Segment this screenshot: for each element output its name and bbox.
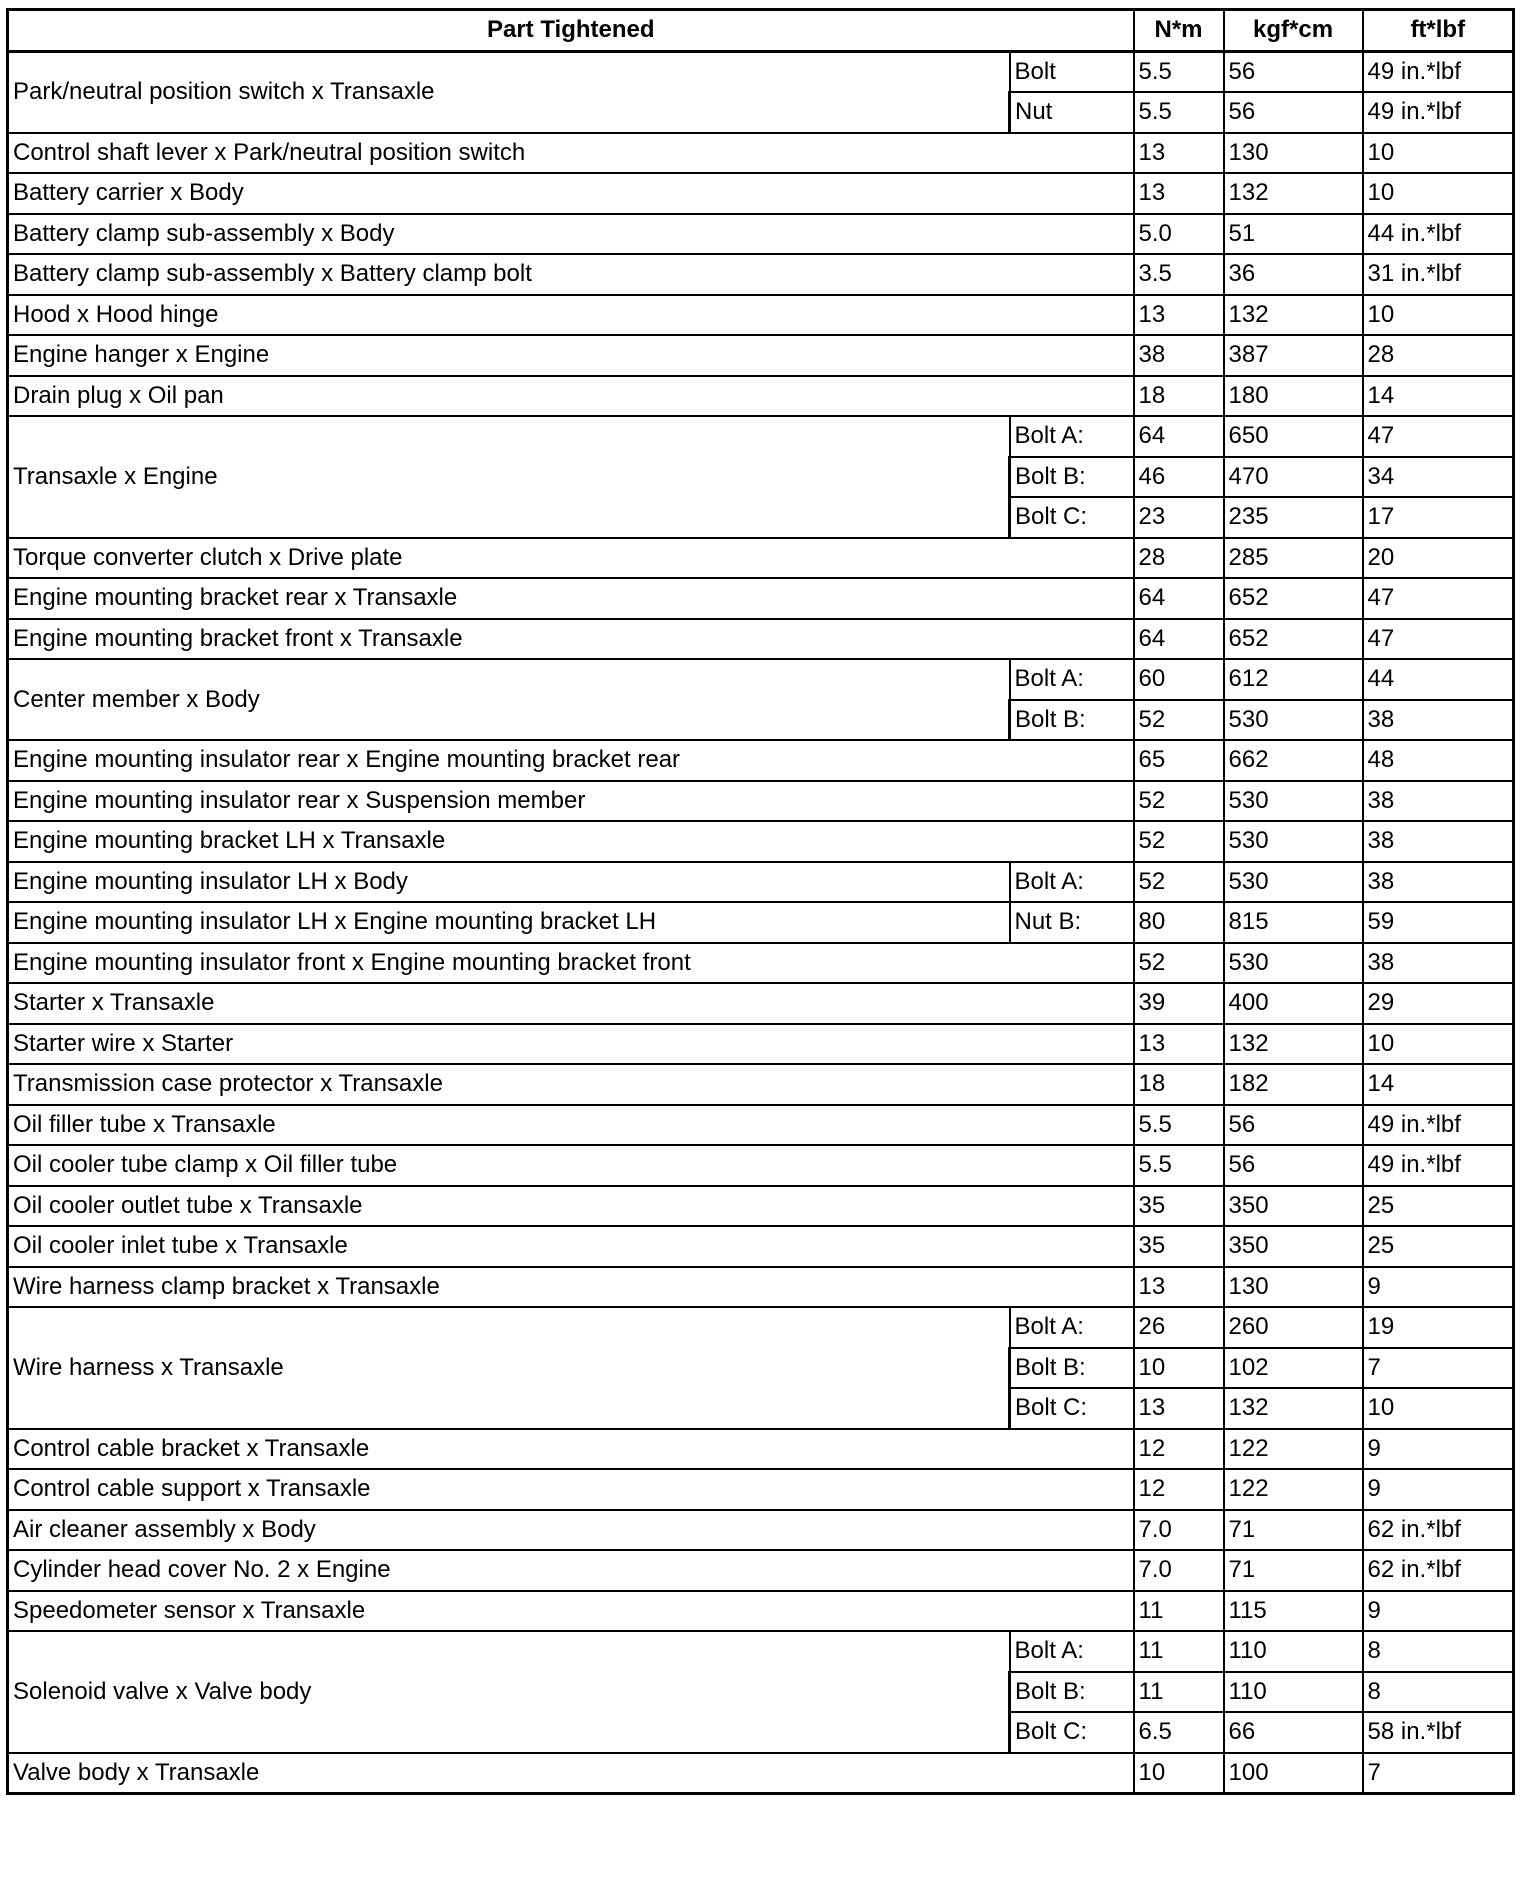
- kgf-cm-value-cell: 130: [1224, 1267, 1363, 1308]
- nm-value-cell: 64: [1134, 578, 1224, 619]
- kgf-cm-value-cell: 110: [1224, 1672, 1363, 1713]
- ft-lbf-value-cell: 38: [1363, 700, 1514, 741]
- table-row: [8, 51, 1514, 92]
- kgf-cm-value-cell: 815: [1224, 902, 1363, 943]
- nm-value-cell: 12: [1134, 1429, 1224, 1470]
- nm-value-cell: 13: [1134, 1388, 1224, 1429]
- fastener-label-cell: Bolt C:: [1010, 497, 1134, 538]
- kgf-cm-value-cell: 56: [1224, 1105, 1363, 1146]
- table-row: [8, 659, 1514, 700]
- kgf-cm-value-cell: 350: [1224, 1226, 1363, 1267]
- ft-lbf-value-cell: 47: [1363, 619, 1514, 660]
- kgf-cm-value-cell: 235: [1224, 497, 1363, 538]
- kgf-cm-value-cell: 71: [1224, 1510, 1363, 1551]
- part-name-cell: Control cable bracket x Transaxle: [8, 1429, 1134, 1470]
- ft-lbf-value-cell: 25: [1363, 1226, 1514, 1267]
- nm-value-cell: 52: [1134, 862, 1224, 903]
- table-row: [8, 254, 1514, 295]
- kgf-cm-value-cell: 56: [1224, 51, 1363, 92]
- part-name-cell: Park/neutral position switch x Transaxle: [8, 51, 1010, 133]
- kgf-cm-value-cell: 612: [1224, 659, 1363, 700]
- kgf-cm-value-cell: 56: [1224, 92, 1363, 133]
- nm-value-cell: 13: [1134, 173, 1224, 214]
- part-name-cell: Battery clamp sub-assembly x Body: [8, 214, 1134, 255]
- ft-lbf-value-cell: 49 in.*lbf: [1363, 92, 1514, 133]
- kgf-cm-value-cell: 182: [1224, 1064, 1363, 1105]
- kgf-cm-value-cell: 662: [1224, 740, 1363, 781]
- table-row: [8, 335, 1514, 376]
- table-row: [8, 1469, 1514, 1510]
- table-row: [8, 1753, 1514, 1794]
- nm-value-cell: 10: [1134, 1348, 1224, 1389]
- ft-lbf-value-cell: 38: [1363, 781, 1514, 822]
- kgf-cm-value-cell: 132: [1224, 1024, 1363, 1065]
- nm-value-cell: 13: [1134, 133, 1224, 174]
- fastener-label-cell: Nut: [1010, 92, 1134, 133]
- kgf-cm-value-cell: 115: [1224, 1591, 1363, 1632]
- fastener-label-cell: Bolt B:: [1010, 457, 1134, 498]
- nm-value-cell: 23: [1134, 497, 1224, 538]
- kgf-cm-value-cell: 387: [1224, 335, 1363, 376]
- table-row: [8, 214, 1514, 255]
- torque-spec-table: [6, 8, 1515, 1795]
- table-row: [8, 416, 1514, 457]
- part-name-cell: Starter wire x Starter: [8, 1024, 1134, 1065]
- kgf-cm-value-cell: 260: [1224, 1307, 1363, 1348]
- kgf-cm-value-cell: 285: [1224, 538, 1363, 579]
- ft-lbf-value-cell: 48: [1363, 740, 1514, 781]
- fastener-label-cell: Bolt B:: [1010, 1348, 1134, 1389]
- nm-value-cell: 11: [1134, 1631, 1224, 1672]
- ft-lbf-value-cell: 58 in.*lbf: [1363, 1712, 1514, 1753]
- part-name-cell: Oil cooler inlet tube x Transaxle: [8, 1226, 1134, 1267]
- part-name-cell: Battery clamp sub-assembly x Battery clamp bolt: [8, 254, 1134, 295]
- nm-value-cell: 5.5: [1134, 92, 1224, 133]
- ft-lbf-value-cell: 14: [1363, 1064, 1514, 1105]
- table-row: [8, 1307, 1514, 1348]
- kgf-cm-value-cell: 122: [1224, 1469, 1363, 1510]
- ft-lbf-value-cell: 7: [1363, 1348, 1514, 1389]
- nm-value-cell: 12: [1134, 1469, 1224, 1510]
- nm-value-cell: 13: [1134, 295, 1224, 336]
- header-row: [8, 10, 1514, 52]
- nm-value-cell: 46: [1134, 457, 1224, 498]
- ft-lbf-value-cell: 9: [1363, 1469, 1514, 1510]
- part-name-cell: Control cable support x Transaxle: [8, 1469, 1134, 1510]
- nm-value-cell: 10: [1134, 1753, 1224, 1794]
- part-name-cell: Oil cooler tube clamp x Oil filler tube: [8, 1145, 1134, 1186]
- ft-lbf-value-cell: 49 in.*lbf: [1363, 1145, 1514, 1186]
- nm-value-cell: 5.5: [1134, 51, 1224, 92]
- kgf-cm-value-cell: 530: [1224, 943, 1363, 984]
- ft-lbf-value-cell: 62 in.*lbf: [1363, 1550, 1514, 1591]
- nm-value-cell: 39: [1134, 983, 1224, 1024]
- ft-lbf-value-cell: 31 in.*lbf: [1363, 254, 1514, 295]
- part-name-cell: Engine mounting insulator rear x Engine mounting bracket rear: [8, 740, 1134, 781]
- part-name-cell: Battery carrier x Body: [8, 173, 1134, 214]
- ft-lbf-value-cell: 8: [1363, 1631, 1514, 1672]
- header-part-tightened: Part Tightened: [8, 10, 1134, 52]
- kgf-cm-value-cell: 132: [1224, 1388, 1363, 1429]
- table-row: [8, 578, 1514, 619]
- part-name-cell: Engine mounting insulator LH x Engine mounting bracket LH: [8, 902, 1010, 943]
- part-name-cell: Oil filler tube x Transaxle: [8, 1105, 1134, 1146]
- header-nm: N*m: [1134, 10, 1224, 52]
- ft-lbf-value-cell: 10: [1363, 295, 1514, 336]
- nm-value-cell: 11: [1134, 1672, 1224, 1713]
- nm-value-cell: 6.5: [1134, 1712, 1224, 1753]
- table-row: [8, 781, 1514, 822]
- ft-lbf-value-cell: 44: [1363, 659, 1514, 700]
- ft-lbf-value-cell: 34: [1363, 457, 1514, 498]
- kgf-cm-value-cell: 130: [1224, 133, 1363, 174]
- header-ft-lbf: ft*lbf: [1363, 10, 1514, 52]
- table-row: [8, 862, 1514, 903]
- fastener-label-cell: Bolt A:: [1010, 659, 1134, 700]
- nm-value-cell: 64: [1134, 416, 1224, 457]
- kgf-cm-value-cell: 470: [1224, 457, 1363, 498]
- part-name-cell: Drain plug x Oil pan: [8, 376, 1134, 417]
- kgf-cm-value-cell: 652: [1224, 578, 1363, 619]
- kgf-cm-value-cell: 650: [1224, 416, 1363, 457]
- kgf-cm-value-cell: 102: [1224, 1348, 1363, 1389]
- kgf-cm-value-cell: 66: [1224, 1712, 1363, 1753]
- part-name-cell: Oil cooler outlet tube x Transaxle: [8, 1186, 1134, 1227]
- table-row: [8, 133, 1514, 174]
- table-row: [8, 538, 1514, 579]
- table-row: [8, 1267, 1514, 1308]
- kgf-cm-value-cell: 110: [1224, 1631, 1363, 1672]
- kgf-cm-value-cell: 530: [1224, 821, 1363, 862]
- part-name-cell: Engine hanger x Engine: [8, 335, 1134, 376]
- kgf-cm-value-cell: 530: [1224, 781, 1363, 822]
- fastener-label-cell: Bolt B:: [1010, 700, 1134, 741]
- nm-value-cell: 13: [1134, 1267, 1224, 1308]
- table-row: [8, 1145, 1514, 1186]
- part-name-cell: Engine mounting bracket LH x Transaxle: [8, 821, 1134, 862]
- part-name-cell: Control shaft lever x Park/neutral position switch: [8, 133, 1134, 174]
- ft-lbf-value-cell: 25: [1363, 1186, 1514, 1227]
- fastener-label-cell: Bolt B:: [1010, 1672, 1134, 1713]
- ft-lbf-value-cell: 19: [1363, 1307, 1514, 1348]
- table-row: [8, 1105, 1514, 1146]
- nm-value-cell: 7.0: [1134, 1550, 1224, 1591]
- kgf-cm-value-cell: 132: [1224, 173, 1363, 214]
- ft-lbf-value-cell: 62 in.*lbf: [1363, 1510, 1514, 1551]
- table-row: [8, 1591, 1514, 1632]
- kgf-cm-value-cell: 350: [1224, 1186, 1363, 1227]
- table-row: [8, 295, 1514, 336]
- ft-lbf-value-cell: 10: [1363, 1388, 1514, 1429]
- part-name-cell: Engine mounting insulator LH x Body: [8, 862, 1010, 903]
- nm-value-cell: 60: [1134, 659, 1224, 700]
- part-name-cell: Engine mounting bracket front x Transaxle: [8, 619, 1134, 660]
- nm-value-cell: 52: [1134, 781, 1224, 822]
- fastener-label-cell: Nut B:: [1010, 902, 1134, 943]
- fastener-label-cell: Bolt A:: [1010, 416, 1134, 457]
- table-row: [8, 983, 1514, 1024]
- nm-value-cell: 5.5: [1134, 1145, 1224, 1186]
- fastener-label-cell: Bolt C:: [1010, 1712, 1134, 1753]
- ft-lbf-value-cell: 49 in.*lbf: [1363, 51, 1514, 92]
- fastener-label-cell: Bolt: [1010, 51, 1134, 92]
- ft-lbf-value-cell: 47: [1363, 578, 1514, 619]
- ft-lbf-value-cell: 10: [1363, 173, 1514, 214]
- table-row: [8, 376, 1514, 417]
- table-body: [8, 51, 1514, 1794]
- nm-value-cell: 38: [1134, 335, 1224, 376]
- ft-lbf-value-cell: 29: [1363, 983, 1514, 1024]
- fastener-label-cell: Bolt A:: [1010, 1307, 1134, 1348]
- table-row: [8, 902, 1514, 943]
- nm-value-cell: 18: [1134, 1064, 1224, 1105]
- header-kgf-cm: kgf*cm: [1224, 10, 1363, 52]
- ft-lbf-value-cell: 14: [1363, 376, 1514, 417]
- part-name-cell: Air cleaner assembly x Body: [8, 1510, 1134, 1551]
- ft-lbf-value-cell: 7: [1363, 1753, 1514, 1794]
- part-name-cell: Engine mounting bracket rear x Transaxle: [8, 578, 1134, 619]
- kgf-cm-value-cell: 652: [1224, 619, 1363, 660]
- kgf-cm-value-cell: 122: [1224, 1429, 1363, 1470]
- nm-value-cell: 5.0: [1134, 214, 1224, 255]
- nm-value-cell: 35: [1134, 1226, 1224, 1267]
- nm-value-cell: 80: [1134, 902, 1224, 943]
- ft-lbf-value-cell: 20: [1363, 538, 1514, 579]
- nm-value-cell: 13: [1134, 1024, 1224, 1065]
- ft-lbf-value-cell: 38: [1363, 821, 1514, 862]
- table-row: [8, 1550, 1514, 1591]
- nm-value-cell: 11: [1134, 1591, 1224, 1632]
- part-name-cell: Speedometer sensor x Transaxle: [8, 1591, 1134, 1632]
- nm-value-cell: 65: [1134, 740, 1224, 781]
- part-name-cell: Solenoid valve x Valve body: [8, 1631, 1010, 1753]
- nm-value-cell: 64: [1134, 619, 1224, 660]
- part-name-cell: Transaxle x Engine: [8, 416, 1010, 538]
- ft-lbf-value-cell: 10: [1363, 133, 1514, 174]
- part-name-cell: Transmission case protector x Transaxle: [8, 1064, 1134, 1105]
- ft-lbf-value-cell: 47: [1363, 416, 1514, 457]
- table-row: [8, 1429, 1514, 1470]
- ft-lbf-value-cell: 44 in.*lbf: [1363, 214, 1514, 255]
- fastener-label-cell: Bolt A:: [1010, 1631, 1134, 1672]
- table-row: [8, 740, 1514, 781]
- ft-lbf-value-cell: 38: [1363, 862, 1514, 903]
- table-row: [8, 1024, 1514, 1065]
- part-name-cell: Cylinder head cover No. 2 x Engine: [8, 1550, 1134, 1591]
- ft-lbf-value-cell: 28: [1363, 335, 1514, 376]
- ft-lbf-value-cell: 49 in.*lbf: [1363, 1105, 1514, 1146]
- kgf-cm-value-cell: 100: [1224, 1753, 1363, 1794]
- table-row: [8, 1064, 1514, 1105]
- table-row: [8, 943, 1514, 984]
- part-name-cell: Wire harness clamp bracket x Transaxle: [8, 1267, 1134, 1308]
- nm-value-cell: 7.0: [1134, 1510, 1224, 1551]
- table-row: [8, 173, 1514, 214]
- torque-spec-document: [6, 8, 1515, 1795]
- table-row: [8, 1631, 1514, 1672]
- nm-value-cell: 35: [1134, 1186, 1224, 1227]
- nm-value-cell: 52: [1134, 700, 1224, 741]
- kgf-cm-value-cell: 132: [1224, 295, 1363, 336]
- ft-lbf-value-cell: 17: [1363, 497, 1514, 538]
- part-name-cell: Valve body x Transaxle: [8, 1753, 1134, 1794]
- kgf-cm-value-cell: 180: [1224, 376, 1363, 417]
- nm-value-cell: 52: [1134, 943, 1224, 984]
- ft-lbf-value-cell: 59: [1363, 902, 1514, 943]
- part-name-cell: Engine mounting insulator front x Engine mounting bracket front: [8, 943, 1134, 984]
- ft-lbf-value-cell: 9: [1363, 1591, 1514, 1632]
- part-name-cell: Wire harness x Transaxle: [8, 1307, 1010, 1429]
- part-name-cell: Engine mounting insulator rear x Suspension member: [8, 781, 1134, 822]
- kgf-cm-value-cell: 51: [1224, 214, 1363, 255]
- part-name-cell: Hood x Hood hinge: [8, 295, 1134, 336]
- table-row: [8, 619, 1514, 660]
- kgf-cm-value-cell: 400: [1224, 983, 1363, 1024]
- table-row: [8, 1186, 1514, 1227]
- ft-lbf-value-cell: 38: [1363, 943, 1514, 984]
- ft-lbf-value-cell: 9: [1363, 1429, 1514, 1470]
- part-name-cell: Center member x Body: [8, 659, 1010, 740]
- table-row: [8, 821, 1514, 862]
- fastener-label-cell: Bolt A:: [1010, 862, 1134, 903]
- part-name-cell: Torque converter clutch x Drive plate: [8, 538, 1134, 579]
- nm-value-cell: 26: [1134, 1307, 1224, 1348]
- part-name-cell: Starter x Transaxle: [8, 983, 1134, 1024]
- nm-value-cell: 5.5: [1134, 1105, 1224, 1146]
- nm-value-cell: 3.5: [1134, 254, 1224, 295]
- ft-lbf-value-cell: 10: [1363, 1024, 1514, 1065]
- kgf-cm-value-cell: 36: [1224, 254, 1363, 295]
- kgf-cm-value-cell: 530: [1224, 700, 1363, 741]
- table-row: [8, 1510, 1514, 1551]
- ft-lbf-value-cell: 9: [1363, 1267, 1514, 1308]
- nm-value-cell: 52: [1134, 821, 1224, 862]
- kgf-cm-value-cell: 71: [1224, 1550, 1363, 1591]
- kgf-cm-value-cell: 530: [1224, 862, 1363, 903]
- nm-value-cell: 18: [1134, 376, 1224, 417]
- nm-value-cell: 28: [1134, 538, 1224, 579]
- ft-lbf-value-cell: 8: [1363, 1672, 1514, 1713]
- kgf-cm-value-cell: 56: [1224, 1145, 1363, 1186]
- fastener-label-cell: Bolt C:: [1010, 1388, 1134, 1429]
- table-row: [8, 1226, 1514, 1267]
